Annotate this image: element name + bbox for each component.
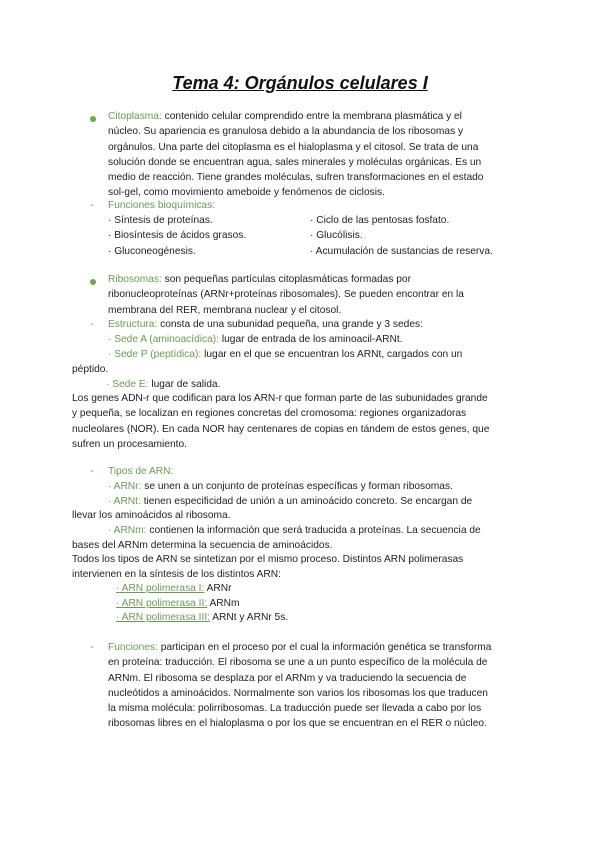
sede-p — [108, 347, 538, 362]
citoplasma-paragraph — [108, 109, 528, 201]
estructura-label: Estructura: — [108, 319, 158, 330]
tipos-arn-label: Tipos de ARN: — [108, 466, 174, 477]
dash-icon: - — [90, 319, 94, 330]
todos-paragraph — [72, 552, 542, 583]
citoplasma-line: orgánulos. Una parte del citoplasma es el hialoplasma y el citosol. Se trata de una — [108, 141, 479, 153]
citoplasma-line: núcleo. Su apariencia es granulosa debido a la abundancia de los ribosomas y — [108, 126, 464, 138]
citoplasma-line: contenido celular comprendido entre la membrana plasmática y el — [164, 111, 462, 122]
arnt-label: · ARNt: — [108, 496, 141, 507]
sede-e — [106, 377, 536, 392]
ribosomas-paragraph — [108, 272, 528, 318]
pol1-text: ARNr — [206, 583, 232, 594]
arnr-text: se unen a un conjunto de proteínas específicas y forman ribosomas. — [144, 481, 453, 492]
arnt-cont: llevar los aminoácidos al ribosoma. — [72, 510, 231, 521]
list-item: · Gluconeogénesis. — [108, 245, 196, 257]
pol3-line — [116, 610, 288, 625]
funciones-label: Funciones: — [108, 642, 158, 653]
list-item: · Síntesis de proteínas. — [108, 215, 213, 226]
arnt-line — [108, 494, 538, 509]
estructura-line — [108, 317, 528, 332]
bullet-icon — [90, 279, 96, 285]
sede-a — [108, 332, 538, 347]
sede-a-label: · Sede A (aminoacídica): — [108, 334, 219, 345]
dash-icon: - — [90, 642, 94, 653]
pol2-line — [116, 596, 239, 611]
bullet-icon — [90, 116, 96, 122]
pol3-text: ARNt y ARNr 5s. — [212, 612, 289, 623]
funciones-line: ARNm. El ribosoma se desplaza por el ARNm y va traduciendo la secuencia de — [108, 672, 467, 684]
sede-a-text: lugar de entrada de los aminoacil-ARNt. — [221, 334, 403, 345]
funciones-line: en proteína: traducción. El ribosoma se une a un punto específico de la molécula de — [108, 657, 488, 669]
genes-line: y pequeña, se localizan en regiones concretas del cromosoma: regiones organizadoras — [72, 408, 467, 420]
list-item: · Ciclo de las pentosas fosfato. — [310, 215, 450, 226]
dash-icon: - — [90, 200, 94, 211]
pol2-text: ARNm — [209, 598, 240, 609]
list-item: · Acumulación de sustancias de reserva. — [310, 245, 493, 257]
todos-line: intervienen en la síntesis de los distintos ARN: — [72, 569, 281, 581]
page-title: Tema 4: Orgánulos celulares I — [172, 73, 428, 93]
ribosomas-line: son pequeñas partículas citoplasmáticas formadas por — [164, 274, 411, 285]
genes-paragraph — [72, 391, 542, 452]
funciones-line: la misma molécula: polirribosomas. La traducción puede ser llevada a cabo por los — [108, 703, 482, 715]
ribosomas-line: ribonucleoproteínas (ARNr+proteínas ribosomales). Se pueden encontrar en la — [108, 289, 464, 301]
pol1-label: · ARN polimerasa I: — [116, 583, 205, 594]
arnr-label: · ARNr: — [108, 481, 142, 492]
sede-p-label: · Sede P (peptídica): — [108, 349, 202, 360]
arnt-text: tienen especificidad de unión a un aminoácido concreto. Se encargan de — [143, 496, 473, 507]
funciones-line: nucleótidos a aminoácidos. Normalmente son varios los ribosomas los que traducen — [108, 687, 488, 699]
ribosomas-label: Ribosomas: — [108, 274, 162, 285]
sede-e-label: · Sede E: — [106, 379, 149, 390]
citoplasma-line: medio de reacción. Tiene grandes moléculas, sufren transformaciones en el estado — [108, 172, 484, 184]
funciones-line: participan en el proceso por el cual la información genética se transforma — [160, 642, 492, 653]
todos-line: Todos los tipos de ARN se sintetizan por el mismo proceso. Distintos ARN polimerasas — [72, 554, 464, 565]
pol2-label: · ARN polimerasa II: — [116, 598, 208, 609]
citoplasma-label: Citoplasma: — [108, 111, 162, 122]
arnr-line — [108, 479, 538, 494]
funciones-bioquimicas-right — [310, 213, 530, 259]
arnm-text: contienen la información que será traducida a proteínas. La secuencia de — [149, 525, 481, 536]
arnm-cont: bases del ARNm determina la secuencia de aminoácidos. — [72, 540, 333, 551]
genes-line: sufren un procesamiento. — [72, 438, 187, 450]
list-item: · Glucólisis. — [310, 230, 363, 242]
sede-p-text: lugar en el que se encuentran los ARNt, cargados con un — [204, 349, 463, 360]
list-item: · Biosíntesis de ácidos grasos. — [108, 230, 247, 242]
citoplasma-line: sol-gel, como movimiento ameboide y fenómenos de ciclosis. — [108, 187, 385, 199]
arnm-line — [108, 523, 538, 538]
arnm-label: · ARNm: — [108, 525, 147, 536]
sede-p-cont: péptido. — [72, 364, 109, 375]
funciones-line: ribosomas libres en el hialoplasma o por los que se encuentran en el RER o núcleo. — [108, 718, 487, 730]
pol3-label: · ARN polimerasa III: — [116, 612, 210, 623]
funciones-bioquimicas-left — [108, 213, 298, 259]
citoplasma-line: solución donde se encuentran agua, sales minerales y moléculas orgánicas. Es un — [108, 156, 482, 168]
ribosomas-line: membrana del RER, membrana nuclear y el citosol. — [108, 304, 342, 316]
funciones-paragraph — [108, 640, 528, 732]
dash-icon: - — [90, 466, 94, 477]
pol1-line — [116, 581, 232, 596]
estructura-text: consta de una subunidad pequeña, una grande y 3 sedes: — [160, 319, 423, 330]
funciones-bioquimicas-label: Funciones bioquímicas: — [108, 200, 216, 211]
genes-line: Los genes ADN-r que codifican para los ARN-r que forman parte de las subunidades grande — [72, 393, 488, 404]
genes-line: nucleolares (NOR). En cada NOR hay centenares de copias en tándem de estos genes, que — [72, 423, 490, 435]
sede-e-text: lugar de salida. — [151, 379, 221, 390]
